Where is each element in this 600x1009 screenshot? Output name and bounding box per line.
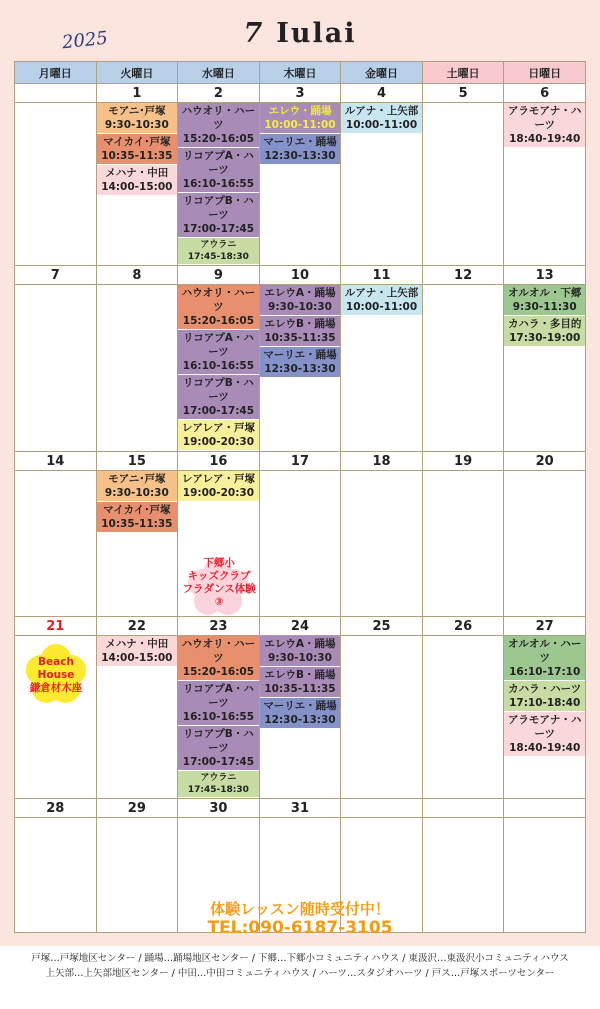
lesson-name: ハウオリ・ハーツ — [181, 105, 256, 131]
date-row — [15, 452, 586, 471]
lesson-time: 16:10-17:10 — [509, 666, 581, 678]
trial-banner — [0, 901, 600, 938]
lesson-entry[interactable] — [178, 148, 259, 192]
day-cell[interactable] — [15, 636, 97, 799]
lesson-time: 19:00-20:30 — [182, 436, 254, 448]
lesson-entry[interactable] — [260, 347, 341, 377]
lesson-entry[interactable] — [260, 698, 341, 728]
lesson-time: 9:30-10:30 — [268, 301, 332, 313]
weekday-wed: 水曜日 — [178, 62, 260, 84]
date-row — [15, 799, 586, 818]
lesson-entry[interactable] — [504, 316, 585, 346]
lesson-time: 10:35-11:35 — [101, 518, 173, 530]
date-number: 20 — [504, 452, 586, 471]
day-cell[interactable] — [96, 636, 178, 799]
lesson-name: アウラニ — [200, 773, 237, 783]
lesson-entry[interactable] — [178, 238, 259, 264]
lesson-entry[interactable] — [504, 103, 585, 147]
lesson-time: 10:00-11:00 — [345, 301, 418, 313]
lesson-name: エレウB・踊場 — [264, 318, 336, 330]
lesson-time: 10:35-11:35 — [264, 683, 336, 695]
date-number: 30 — [178, 799, 260, 818]
date-number: 10 — [259, 266, 341, 285]
lesson-entry[interactable] — [341, 285, 422, 315]
lesson-time: 10:00-11:00 — [264, 119, 336, 131]
weekday-sun: 日曜日 — [504, 62, 586, 84]
day-cell[interactable] — [504, 103, 586, 266]
lesson-entry[interactable] — [178, 726, 259, 770]
lesson-name: アラモアナ・ハーツ — [507, 105, 582, 131]
lesson-name: リコアプB・ハーツ — [183, 195, 254, 221]
lesson-time: 15:20-16:05 — [182, 133, 254, 145]
date-number — [504, 799, 586, 818]
year-label: 2025 — [61, 27, 109, 54]
weekday-thu: 木曜日 — [259, 62, 341, 84]
lesson-entry[interactable] — [260, 285, 341, 315]
lesson-time: 17:00-17:45 — [182, 405, 254, 417]
trial-text: 体験レッスン随時受付中！ — [210, 900, 390, 918]
lesson-entry[interactable] — [260, 134, 341, 164]
lesson-time: 17:45-18:30 — [187, 252, 249, 262]
kids-club-flower-icon — [182, 557, 254, 617]
phone-number[interactable]: TEL:090-6187-3105 — [207, 918, 393, 938]
lesson-name: エレウ・踊場 — [268, 105, 332, 117]
lesson-entry[interactable] — [178, 285, 259, 329]
lesson-name: レアレア・戸塚 — [181, 473, 255, 485]
date-number: 17 — [259, 452, 341, 471]
lesson-name: マーリエ・踊場 — [263, 700, 337, 712]
lesson-entry[interactable] — [97, 471, 178, 501]
lesson-name: アラモアナ・ハーツ — [507, 714, 582, 740]
lesson-time: 16:10-16:55 — [182, 711, 254, 723]
lesson-name: エレウA・踊場 — [264, 638, 336, 650]
kids-club-text — [176, 557, 262, 609]
date-number: 12 — [422, 266, 504, 285]
date-number: 5 — [422, 84, 504, 103]
beach-house-line: Beach — [38, 656, 74, 668]
weekday-sat: 土曜日 — [422, 62, 504, 84]
lesson-entry[interactable] — [341, 103, 422, 133]
date-row — [15, 617, 586, 636]
weekday-fri: 金曜日 — [341, 62, 423, 84]
lesson-time: 18:40-19:40 — [509, 742, 581, 754]
lesson-entry[interactable] — [178, 681, 259, 725]
lesson-time: 15:20-16:05 — [182, 315, 254, 327]
lesson-time: 14:00-15:00 — [101, 181, 173, 193]
day-cell[interactable] — [341, 285, 423, 452]
lesson-entry[interactable] — [260, 667, 341, 697]
lesson-name: オルオル・ハーツ — [507, 638, 582, 664]
calendar-grid — [14, 61, 586, 933]
lesson-name: リコアプA・ハーツ — [182, 332, 254, 358]
date-number: 31 — [259, 799, 341, 818]
lesson-entry[interactable] — [504, 712, 585, 756]
date-number: 15 — [96, 452, 178, 471]
lesson-name: リコアプA・ハーツ — [182, 683, 254, 709]
day-cell[interactable] — [422, 636, 504, 799]
lesson-entry[interactable] — [260, 316, 341, 346]
lesson-name: モアニ･戸塚 — [108, 473, 166, 485]
event-row — [15, 471, 586, 617]
lesson-entry[interactable] — [504, 681, 585, 711]
day-cell[interactable] — [504, 285, 586, 452]
lesson-time: 16:10-16:55 — [182, 360, 254, 372]
lesson-time: 16:10-16:55 — [182, 178, 254, 190]
date-number — [422, 799, 504, 818]
lesson-time: 12:30-13:30 — [264, 363, 336, 375]
date-number: 9 — [178, 266, 260, 285]
month-name: Iulai — [276, 18, 357, 49]
lesson-time: 9:30-10:30 — [268, 652, 332, 664]
lesson-time: 9:30-11:30 — [512, 301, 577, 313]
lesson-name: アウラニ — [200, 240, 237, 250]
lesson-name: マイカイ･戸塚 — [103, 136, 171, 148]
lesson-entry[interactable] — [178, 330, 259, 374]
day-cell[interactable] — [341, 103, 423, 266]
date-number: 23 — [178, 617, 260, 636]
beach-house-line: House — [37, 669, 75, 681]
date-number: 11 — [341, 266, 423, 285]
event-row — [15, 285, 586, 452]
kids-club-line: キッズクラブ — [187, 570, 251, 582]
lesson-time: 10:35-11:35 — [264, 332, 336, 344]
beach-house-text — [17, 656, 95, 695]
date-number: 13 — [504, 266, 586, 285]
lesson-name: メハナ・中田 — [105, 167, 169, 179]
lesson-entry[interactable] — [260, 636, 341, 666]
lesson-time: 17:00-17:45 — [182, 223, 254, 235]
lesson-time: 19:00-20:30 — [182, 487, 254, 499]
date-number: 27 — [504, 617, 586, 636]
day-cell[interactable] — [96, 471, 178, 617]
weekday-tue: 火曜日 — [96, 62, 178, 84]
lesson-time: 9:30-10:30 — [104, 487, 169, 499]
lesson-entry[interactable] — [178, 103, 259, 147]
date-number: 24 — [259, 617, 341, 636]
date-number: 1 — [96, 84, 178, 103]
lesson-time: 18:40-19:40 — [509, 133, 581, 145]
lesson-time: 17:30-19:00 — [509, 332, 581, 344]
kids-club-line: ③ — [214, 596, 224, 608]
lesson-name: レアレア・戸塚 — [181, 422, 255, 434]
day-cell[interactable] — [178, 103, 260, 266]
day-cell[interactable] — [178, 471, 260, 617]
kids-club-line: フラダンス体験 — [182, 583, 256, 595]
date-row — [15, 266, 586, 285]
lesson-name: カハラ・多目的 — [507, 318, 582, 330]
event-row — [15, 103, 586, 266]
date-number: 3 — [259, 84, 341, 103]
lesson-name: モアニ･戸塚 — [108, 105, 166, 117]
lesson-time: 17:00-17:45 — [182, 756, 254, 768]
date-number: 28 — [15, 799, 97, 818]
legend-line-1: 戸塚…戸塚地区センター / 踊場…踊場地区センター / 下郷…下郷小コミュニティハウス / 東汲沢…東汲沢小コミュニティハウス — [31, 953, 569, 964]
lesson-time: 9:30-10:30 — [104, 119, 169, 131]
month-number: 7 — [243, 18, 265, 49]
day-cell[interactable] — [422, 471, 504, 617]
date-number — [15, 84, 97, 103]
lesson-name: エレウB・踊場 — [264, 669, 336, 681]
lesson-name: マーリエ・踊場 — [263, 349, 337, 361]
day-cell[interactable] — [96, 285, 178, 452]
lesson-time: 10:35-11:35 — [101, 150, 173, 162]
day-cell[interactable] — [259, 103, 341, 266]
date-number: 2 — [178, 84, 260, 103]
month-title — [0, 18, 600, 49]
lesson-entry[interactable] — [97, 636, 178, 666]
lesson-name: ハウオリ・ハーツ — [181, 638, 256, 664]
date-number: 16 — [178, 452, 260, 471]
lesson-entry[interactable] — [178, 471, 259, 501]
legend-line-2: 上矢部…上矢部地区センター / 中田…中田コミュニティハウス / ハーツ…スタジオハーツ / 戸ス…戸塚スポーツセンター — [45, 968, 555, 979]
lesson-entry[interactable] — [97, 134, 178, 164]
day-cell[interactable] — [259, 285, 341, 452]
lesson-name: オルオル・下郷 — [507, 287, 582, 299]
venue-legend — [0, 951, 600, 981]
date-row — [15, 84, 586, 103]
date-number: 18 — [341, 452, 423, 471]
lesson-entry[interactable] — [178, 420, 259, 450]
day-cell[interactable] — [422, 103, 504, 266]
date-number: 8 — [96, 266, 178, 285]
lesson-time: 12:30-13:30 — [264, 150, 336, 162]
lesson-entry[interactable] — [178, 375, 259, 419]
lesson-name: リコアプA・ハーツ — [182, 150, 254, 176]
beach-house-line: 鎌倉材木座 — [29, 682, 83, 694]
date-number: 26 — [422, 617, 504, 636]
day-cell[interactable] — [504, 471, 586, 617]
lesson-name: ルアナ・上矢部 — [344, 105, 419, 117]
lesson-name: リコアプB・ハーツ — [183, 728, 254, 754]
lesson-time: 17:45-18:30 — [187, 785, 249, 795]
day-cell[interactable] — [178, 636, 260, 799]
lesson-name: ルアナ・上矢部 — [344, 287, 419, 299]
day-cell[interactable] — [259, 471, 341, 617]
day-cell[interactable] — [259, 636, 341, 799]
day-cell[interactable] — [15, 471, 97, 617]
day-cell[interactable] — [504, 636, 586, 799]
lesson-entry[interactable] — [97, 103, 178, 133]
lesson-time: 12:30-13:30 — [264, 714, 336, 726]
date-number: 22 — [96, 617, 178, 636]
date-number — [341, 799, 423, 818]
day-cell[interactable] — [341, 636, 423, 799]
event-row — [15, 636, 586, 799]
lesson-entry[interactable] — [504, 636, 585, 680]
weekday-mon: 月曜日 — [15, 62, 97, 84]
date-number: 29 — [96, 799, 178, 818]
date-number: 14 — [15, 452, 97, 471]
lesson-time: 15:20-16:05 — [182, 666, 254, 678]
kids-club-line: 下郷小 — [203, 557, 235, 569]
day-cell[interactable] — [422, 285, 504, 452]
day-cell[interactable] — [178, 285, 260, 452]
date-number: 19 — [422, 452, 504, 471]
lesson-name: カハラ・ハーツ — [508, 683, 582, 695]
date-number: 4 — [341, 84, 423, 103]
lesson-entry[interactable] — [504, 285, 585, 315]
lesson-time: 14:00-15:00 — [101, 652, 173, 664]
hibiscus-flower-icon — [25, 644, 87, 706]
day-cell[interactable] — [15, 103, 97, 266]
day-cell[interactable] — [15, 285, 97, 452]
lesson-name: マイカイ･戸塚 — [103, 504, 171, 516]
day-cell[interactable] — [96, 103, 178, 266]
lesson-name: エレウA・踊場 — [264, 287, 336, 299]
date-number: 7 — [15, 266, 97, 285]
lesson-entry[interactable] — [97, 165, 178, 195]
lesson-name: ハウオリ・ハーツ — [181, 287, 256, 313]
lesson-entry[interactable] — [178, 636, 259, 680]
lesson-name: リコアプB・ハーツ — [183, 377, 254, 403]
lesson-entry[interactable] — [260, 103, 341, 133]
lesson-time: 10:00-11:00 — [345, 119, 418, 131]
date-number: 25 — [341, 617, 423, 636]
lesson-entry[interactable] — [97, 502, 178, 532]
lesson-entry[interactable] — [178, 771, 259, 797]
lesson-name: メハナ・中田 — [105, 638, 169, 650]
day-cell[interactable] — [341, 471, 423, 617]
lesson-entry[interactable] — [178, 193, 259, 237]
date-number: 6 — [504, 84, 586, 103]
lesson-name: マーリエ・踊場 — [263, 136, 337, 148]
weekday-header-row — [15, 62, 586, 84]
lesson-time: 17:10-18:40 — [509, 697, 581, 709]
date-number: 21 — [15, 617, 97, 636]
